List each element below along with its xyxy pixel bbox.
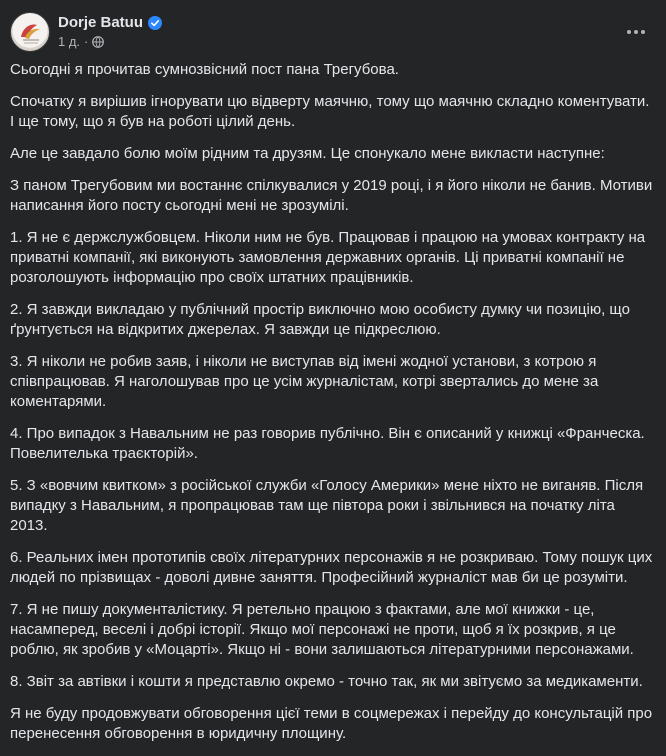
author-name[interactable]: Dorje Batuu [58, 14, 144, 31]
globe-icon[interactable] [92, 36, 104, 48]
verified-badge-icon [148, 16, 162, 30]
post-paragraph: Я не буду продовжувати обговорення цієї теми в соцмережах і перейду до консультацій про перенесення обговорення в юридичну площину. [10, 705, 653, 742]
post-timestamp[interactable]: 1 д. [58, 34, 81, 49]
post-paragraph: 2. Я завжди викладаю у публічний простір виключно мою особисту думку чи позицію, що ґрунтується на відкритих джерелах. Я завжди це підкреслюю. [10, 301, 630, 338]
author-row [58, 14, 162, 31]
post-header [10, 12, 656, 54]
avatar-logo-icon [11, 13, 50, 52]
post-paragraph: Сьогодні я прочитав сумнозвісний пост пана Трегубова. [10, 61, 399, 78]
post-paragraph: Спочатку я вирішив ігнорувати цю відверту маячню, тому що маячню складно коментувати. І ще тому, що я був на роботі цілий день. [10, 93, 650, 130]
post-paragraph: Але це завдало болю моїм рідним та друзям. Це спонукало мене викласти наступне: [10, 145, 605, 162]
post-paragraph: 1. Я не є держслужбовцем. Ніколи ним не був. Працював і працюю на умовах контракту на приватні компанії, які виконують замовлення державних органів. Ці приватні компанії не розголошують інформацію про своїх штатних працівників. [10, 229, 646, 286]
post-paragraph: 7. Я не пишу документалістику. Я ретельно працюю з фактами, але мої книжки - це, насамперед, веселі і добрі історії. Якщо мої персонажі не проти, щоб я їх розкрив, я це роблю, як зробив у «Моцарті». Якщо ні - вони залишаються літературними персонажами. [10, 601, 634, 658]
post-paragraph: 8. Звіт за автівки і кошти я представлю окремо - точно так, як ми звітуємо за медикаменти. [10, 673, 643, 690]
meta-separator: · [84, 34, 89, 49]
post-paragraph: 3. Я ніколи не робив заяв, і ніколи не виступав від імені жодної установи, з котрою я співпрацював. Я наголошував про це усім журналістам, котрі звертались до мене за коментарями. [10, 353, 599, 410]
post-paragraph: 6. Реальних імен прототипів своїх літературних персонажів я не розкриваю. Тому пошук цих людей по прізвищах - доволі дивне заняття. Професійний журналіст мав би це розуміти. [10, 549, 653, 586]
post-body [10, 60, 656, 756]
author-avatar[interactable] [10, 12, 50, 52]
post-paragraph: 5. З «вовчим квитком» з російської служби «Голосу Америки» мене ніхто не виганяв. Після випадку з Навальним, я пропрацював там ще півтора роки і звільнився на початку літа 2013. [10, 477, 644, 534]
post-paragraph: З паном Трегубовим ми востаннє спілкувалися у 2019 році, і я його ніколи не банив. Мотиви написання його посту сьогодні мені не зрозумілі. [10, 177, 653, 214]
post-paragraph: 4. Про випадок з Навальним не раз говорив публічно. Він є описаний у книжці «Франческа. Повелителька траєкторій». [10, 425, 645, 462]
post-meta [58, 34, 104, 49]
more-options-button[interactable] [620, 18, 652, 46]
more-dots-icon [626, 29, 646, 35]
